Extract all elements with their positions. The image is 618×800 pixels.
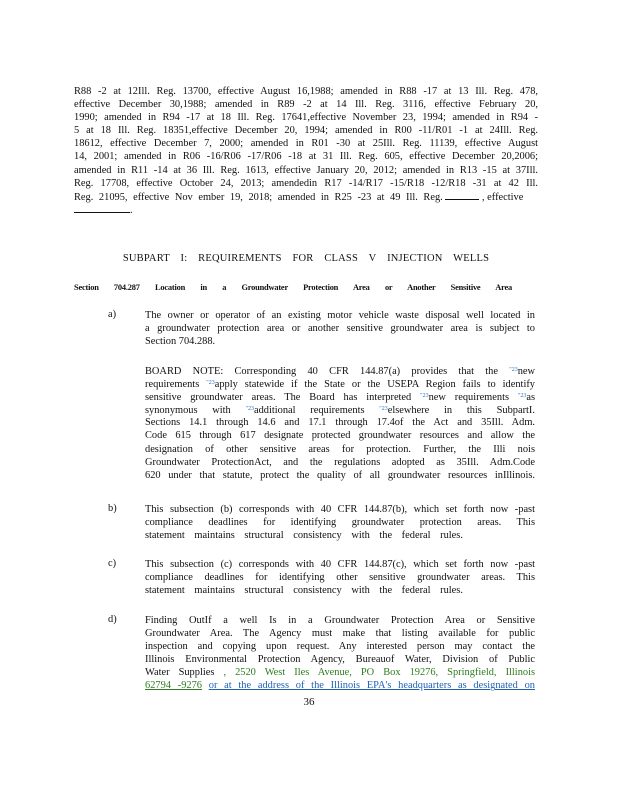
text-run: BOARD NOTE: Corresponding 40 CFR 144.87(a) provides that the xyxy=(145,366,498,377)
history-line: 5 at 18 Ill. Reg. 18351,effective December 20, 1994; amended in R00 -11/R01 -1 at 24Ill. Reg. xyxy=(74,125,538,137)
text-line xyxy=(145,666,535,679)
item-b-label: b) xyxy=(108,503,117,514)
text-line: compliance deadlines for identifying other sensitive groundwater areas. This xyxy=(145,572,535,584)
text-line xyxy=(145,403,535,416)
history-line xyxy=(74,190,538,203)
history-line: 1990; amended in R94 -17 at 18 Ill. Reg. 17641,effective November 23, 1994; amended in R94 - xyxy=(74,112,538,124)
text-run: new requirements xyxy=(428,392,510,404)
history-line: 14, 2001; amended in R06 -16/R06 -17/R06 -18 at 31 Ill. Reg. 605, effective December 20,2006; xyxy=(74,151,538,163)
text-line: The owner or operator of an existing motor vehicle waste disposal well located in xyxy=(145,310,535,321)
footnote-ref: "23 xyxy=(245,406,254,413)
text-line xyxy=(145,364,535,377)
text-line xyxy=(145,679,535,692)
history-line: amended in R11 -14 at 36 Ill. Reg. 1613, effective January 20, 2012; amended in R13 -15 at 37Ill. xyxy=(74,164,538,176)
footnote-ref: "23 xyxy=(509,367,518,373)
item-d-label: d) xyxy=(108,614,117,625)
text-run: as xyxy=(526,392,535,404)
history-line: R88 -2 at 12Ill. Reg. 13700, effective August 16,1988; amended in R88 -17 at 13 Ill. Reg. 478, xyxy=(74,86,538,97)
text-run: additional requirements xyxy=(253,405,365,417)
text-line: This subsection (b) corresponds with 40 CFR 144.87(b), which set forth now -past xyxy=(145,504,535,515)
item-c-label: c) xyxy=(108,558,117,569)
history-tail: , effective xyxy=(481,191,524,203)
text-line xyxy=(145,390,535,403)
text-line: Sections 14.1 through 14.6 and 17.1 through 17.4of the Act and 35Ill. Adm. xyxy=(145,417,535,429)
text-run: requirements xyxy=(145,379,200,391)
history-line xyxy=(74,203,538,216)
history-line: effective December 30,1988; amended in R89 -2 at 14 Ill. Reg. 3116, effective February 20, xyxy=(74,99,538,111)
text-run: elsewhere in this SubpartI. xyxy=(387,405,535,417)
section-heading xyxy=(74,283,512,292)
history-line: 18612, effective December 7, 2000; amended in R01 -30 at 25Ill. Reg. 11139, effective August xyxy=(74,138,538,150)
history-text: Reg. 21095, effective Nov ember 19, 2018; amended in R25 -23 at 49 Ill. Reg. xyxy=(74,191,443,203)
text-run: sensitive groundwater areas. The Board has interpreted xyxy=(145,392,412,404)
text-line: Groundwater ProtectionAct, and the regulations adopted as 35Ill. Adm.Code xyxy=(145,456,535,468)
text-run: new xyxy=(517,366,535,377)
blank-field xyxy=(74,203,130,213)
text-line: statement maintains structural consistency with the federal rules. xyxy=(145,585,463,597)
text-line: designation of other sensitive areas for protection. Further, the Illi nois xyxy=(145,443,535,455)
item-a-label: a) xyxy=(108,309,117,320)
text-line: a groundwater protection area or another sensitive groundwater area is subject to xyxy=(145,323,535,335)
section-number: Section 704.287 xyxy=(74,283,140,292)
text-line: This subsection (c) corresponds with 40 CFR 144.87(c), which set forth now -past xyxy=(145,559,535,570)
subpart-heading: SUBPART I: REQUIREMENTS FOR CLASS V INJECTION WELLS xyxy=(122,253,490,264)
text-line: Code 615 through 617 designate protected groundwater resources and allow the xyxy=(145,430,535,442)
text-line: Finding OutIf a well Is in a Groundwater Protection Area or Sensitive xyxy=(145,615,535,626)
item-d-body xyxy=(145,614,535,693)
footnote-ref: "23 xyxy=(379,406,388,413)
section-title: Location in a Groundwater Protection Area or Another Sensitive Area xyxy=(155,283,512,292)
text-line: Section 704.288. xyxy=(145,336,216,348)
text-line: statement maintains structural consistency with the federal rules. xyxy=(145,530,463,542)
text-run: synonymous with xyxy=(145,405,231,417)
footnote-ref: "23 xyxy=(420,393,429,400)
item-a-body xyxy=(145,309,535,348)
blank-field xyxy=(445,190,479,200)
footnote-ref: "23 xyxy=(206,380,215,387)
item-b-body xyxy=(145,503,535,542)
history-line: Reg. 17708, effective October 24, 2013; amendedin R17 -14/R17 -15/R18 -12/R18 -31 at 42 Ill. xyxy=(74,177,538,189)
text-line: compliance deadlines for identifying groundwater protection areas. This xyxy=(145,517,535,529)
epa-address-link[interactable]: or at the address of the Illinois EPA's headquarters as designated on xyxy=(208,680,535,692)
text-line xyxy=(145,377,535,390)
text-run: apply statewide if the State or the USEPA Region fails to identify xyxy=(214,379,535,391)
text-line: Groundwater Area. The Agency must make that listing available for public xyxy=(145,628,535,640)
item-c-body xyxy=(145,558,535,597)
history-end: . xyxy=(130,204,133,216)
page-number: 36 xyxy=(303,696,315,708)
board-note xyxy=(145,364,535,482)
address-text: , 2520 West Iles Avenue, PO Box 19276, Springfield, Illinois xyxy=(223,667,536,679)
text-line: inspection and copying upon request. Any interested person may contact the xyxy=(145,641,535,653)
text-line: 620 under that statute, protect the quality of all groundwater resources inIllinois. xyxy=(145,469,535,481)
history-note xyxy=(74,85,538,216)
text-line: Illinois Environmental Protection Agency, Bureauof Water, Division of Public xyxy=(145,654,535,666)
footnote-ref: "23 xyxy=(517,393,527,400)
zip-code-text: 62794 -9276 xyxy=(145,680,202,692)
text-run: Water Supplies xyxy=(145,667,215,679)
